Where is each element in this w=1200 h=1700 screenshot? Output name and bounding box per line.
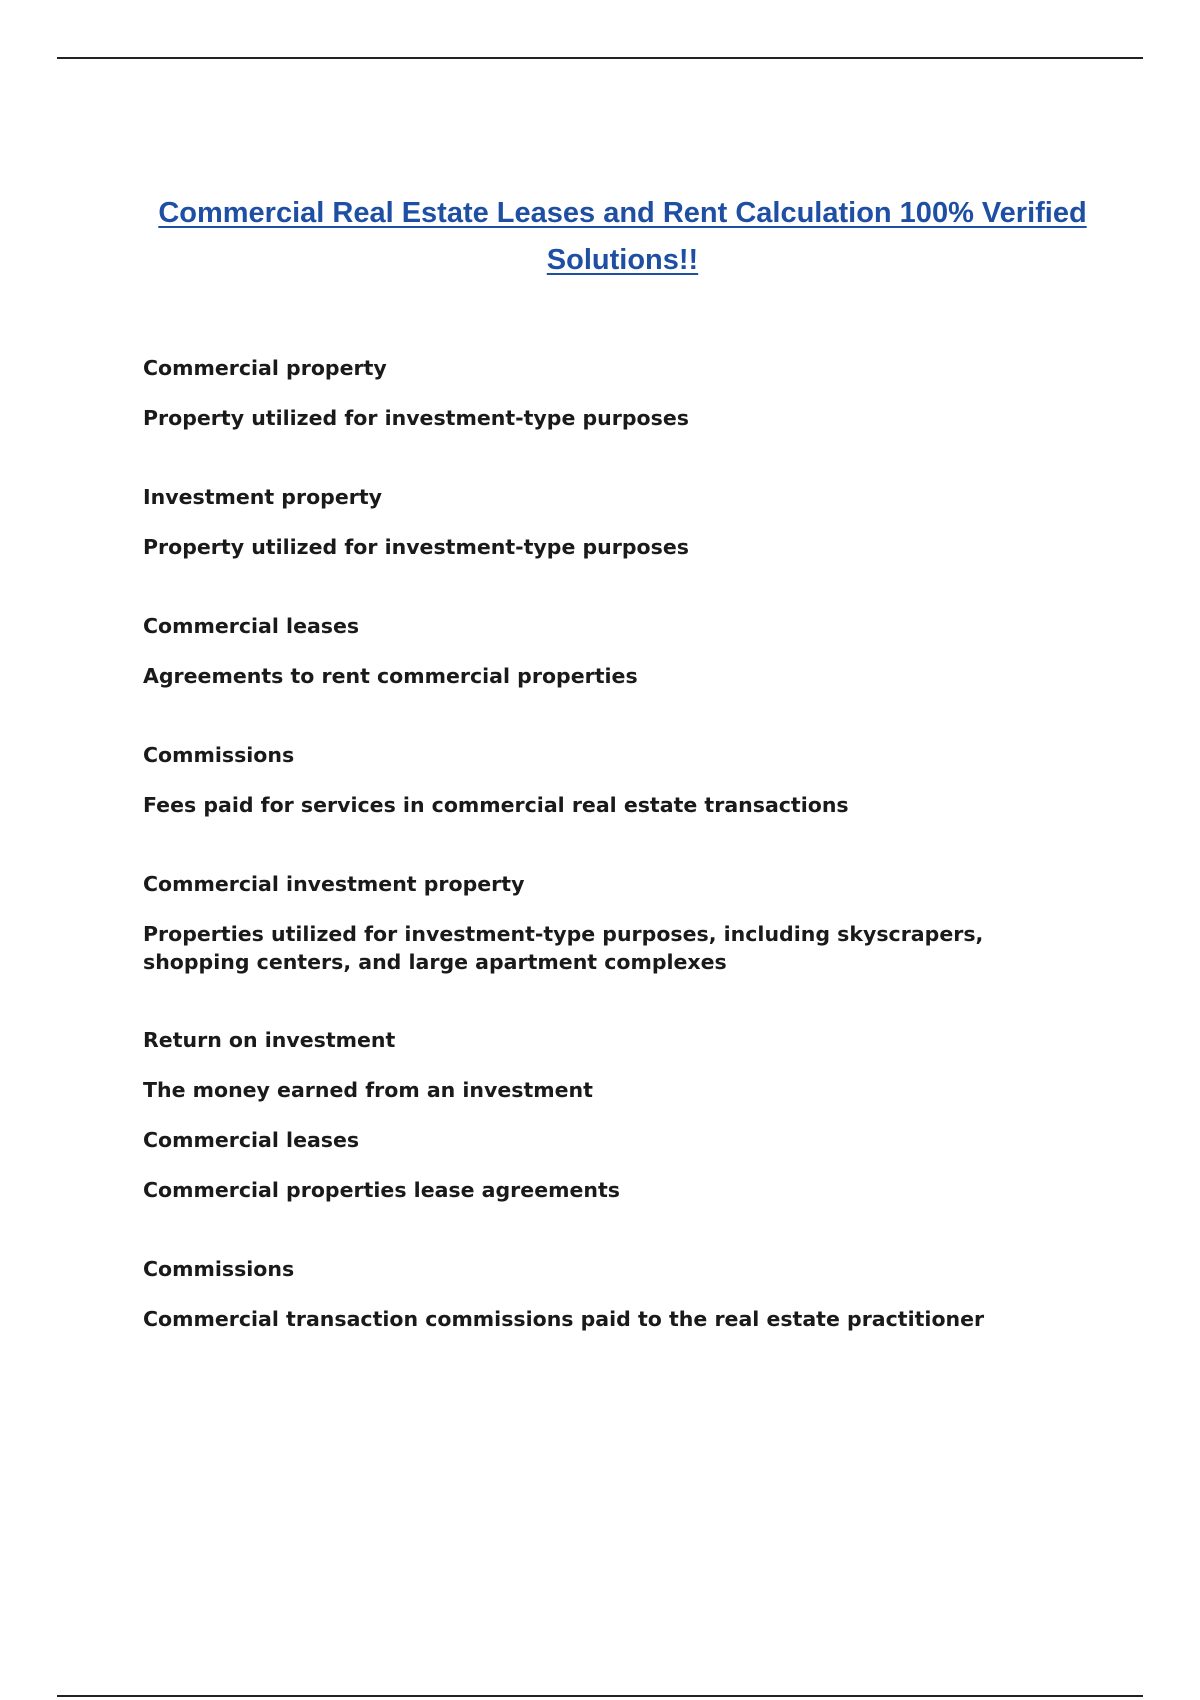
document-title-text: Commercial Real Estate Leases and Rent Calculation 100% Verified Solutions!! [158, 197, 1087, 276]
entry-commissions [143, 741, 1083, 820]
entry-commercial-leases [143, 612, 1083, 691]
term: Commissions [143, 1257, 295, 1281]
definition: The money earned from an investment [143, 1078, 593, 1102]
document-title [100, 190, 1145, 284]
entry-return-on-investment [143, 1026, 1083, 1205]
entry-commissions-practitioner [143, 1255, 1083, 1334]
definition: Property utilized for investment-type purposes [143, 535, 689, 559]
definition: Properties utilized for investment-type purposes, including skyscrapers, shopping centers, and large apartment complexes [143, 922, 984, 974]
definition: Commercial properties lease agreements [143, 1178, 620, 1202]
term: Commissions [143, 743, 295, 767]
top-rule [57, 57, 1143, 59]
entry-investment-property [143, 483, 1083, 562]
term: Return on investment [143, 1028, 396, 1052]
entry-commercial-property [143, 354, 1083, 433]
bottom-rule [57, 1695, 1143, 1697]
document-body [143, 354, 1083, 1384]
definition: Fees paid for services in commercial real estate transactions [143, 793, 849, 817]
term: Commercial property [143, 356, 387, 380]
term: Commercial leases [143, 614, 360, 638]
definition: Commercial transaction commissions paid to the real estate practitioner [143, 1307, 985, 1331]
term: Commercial leases [143, 1128, 360, 1152]
term: Investment property [143, 485, 383, 509]
entry-commercial-investment-property [143, 870, 1083, 976]
definition: Agreements to rent commercial properties [143, 664, 638, 688]
definition: Property utilized for investment-type purposes [143, 406, 689, 430]
term: Commercial investment property [143, 872, 525, 896]
